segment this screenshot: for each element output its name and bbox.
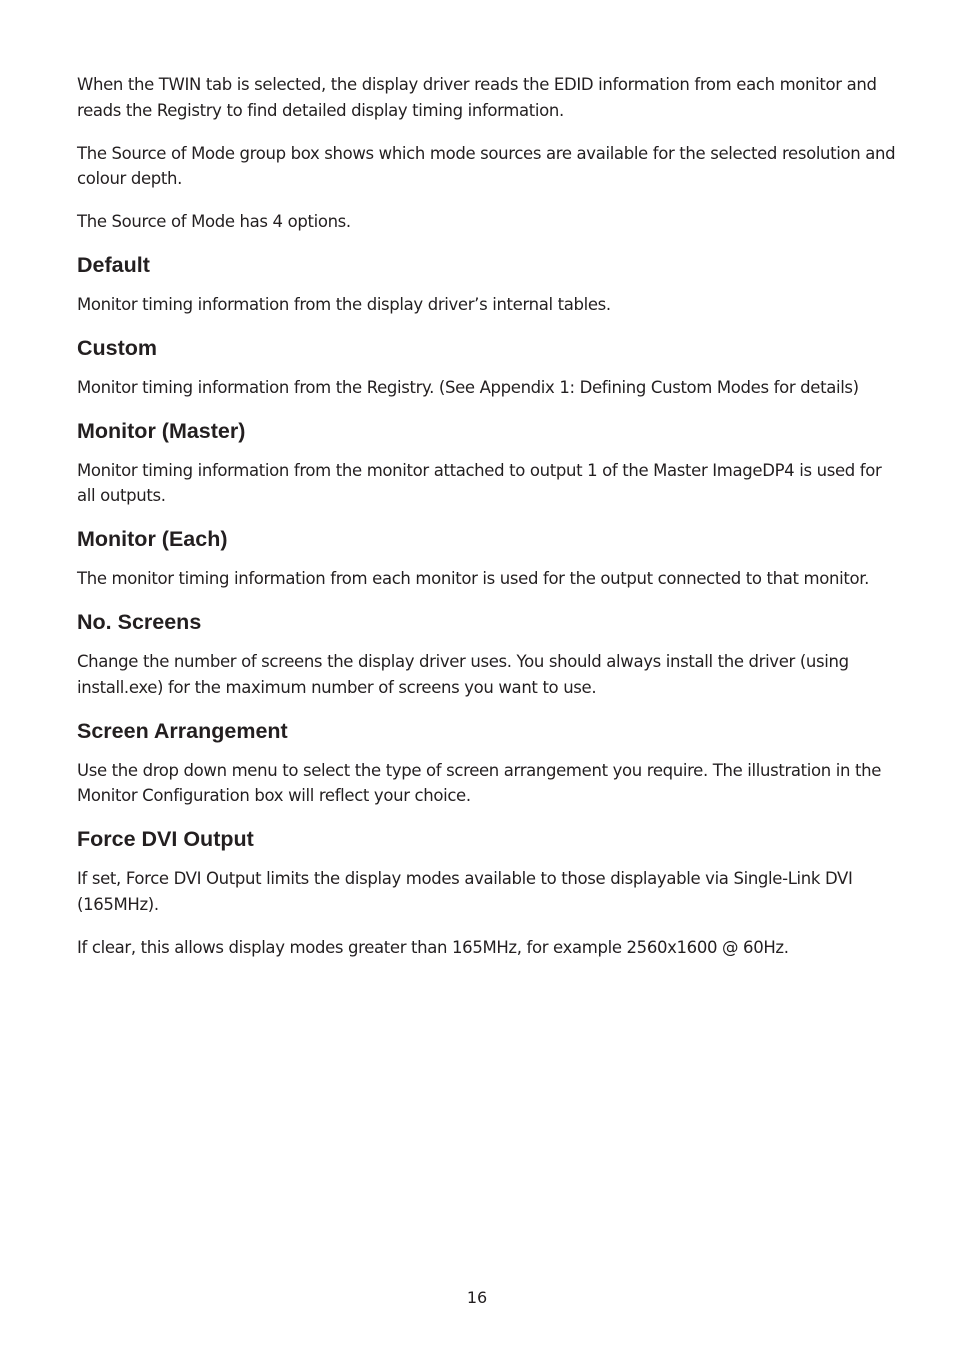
section-paragraph: If set, Force DVI Output limits the display modes available to those displayable via Single-Link DVI (165MHz). <box>77 869 853 914</box>
section-paragraph: The monitor timing information from each monitor is used for the output connected to that monitor. <box>77 569 870 589</box>
section-paragraph: Monitor timing information from the display driver’s internal tables. <box>77 294 611 314</box>
section-heading-custom: Custom <box>77 335 158 360</box>
section-paragraph: Change the number of screens the display driver uses. You should always install the driver (using install.exe) for the maximum number of screens you want to use. <box>77 651 849 697</box>
intro-paragraph: The Source of Mode group box shows which mode sources are available for the selected resolution and colour depth. <box>77 143 896 189</box>
section-heading-default: Default <box>77 252 150 277</box>
page-number: 16 <box>466 1288 488 1307</box>
section-paragraph: Monitor timing information from the Registry. (See Appendix 1: Defining Custom Modes for details) <box>77 377 859 397</box>
section-heading-no-screens: No. Screens <box>77 609 202 634</box>
section-paragraph: If clear, this allows display modes greater than 165MHz, for example 2560x1600 @ 60Hz. <box>77 937 789 957</box>
section-paragraph: Use the drop down menu to select the type of screen arrangement you require. The illustration in the Monitor Configuration box will reflect your choice. <box>77 760 882 806</box>
section-paragraph: Monitor timing information from the monitor attached to output 1 of the Master ImageDP4 is used for all outputs. <box>77 460 882 506</box>
intro-paragraph: The Source of Mode has 4 options. <box>77 212 351 232</box>
page-content <box>77 72 897 978</box>
section-heading-monitor-master: Monitor (Master) <box>77 418 246 443</box>
intro-paragraph: When the TWIN tab is selected, the display driver reads the EDID information from each monitor and reads the Registry to find detailed display timing information. <box>77 75 877 120</box>
section-heading-screen-arrangement: Screen Arrangement <box>77 718 288 743</box>
section-heading-monitor-each: Monitor (Each) <box>77 527 228 552</box>
section-heading-force-dvi-output: Force DVI Output <box>77 827 254 852</box>
